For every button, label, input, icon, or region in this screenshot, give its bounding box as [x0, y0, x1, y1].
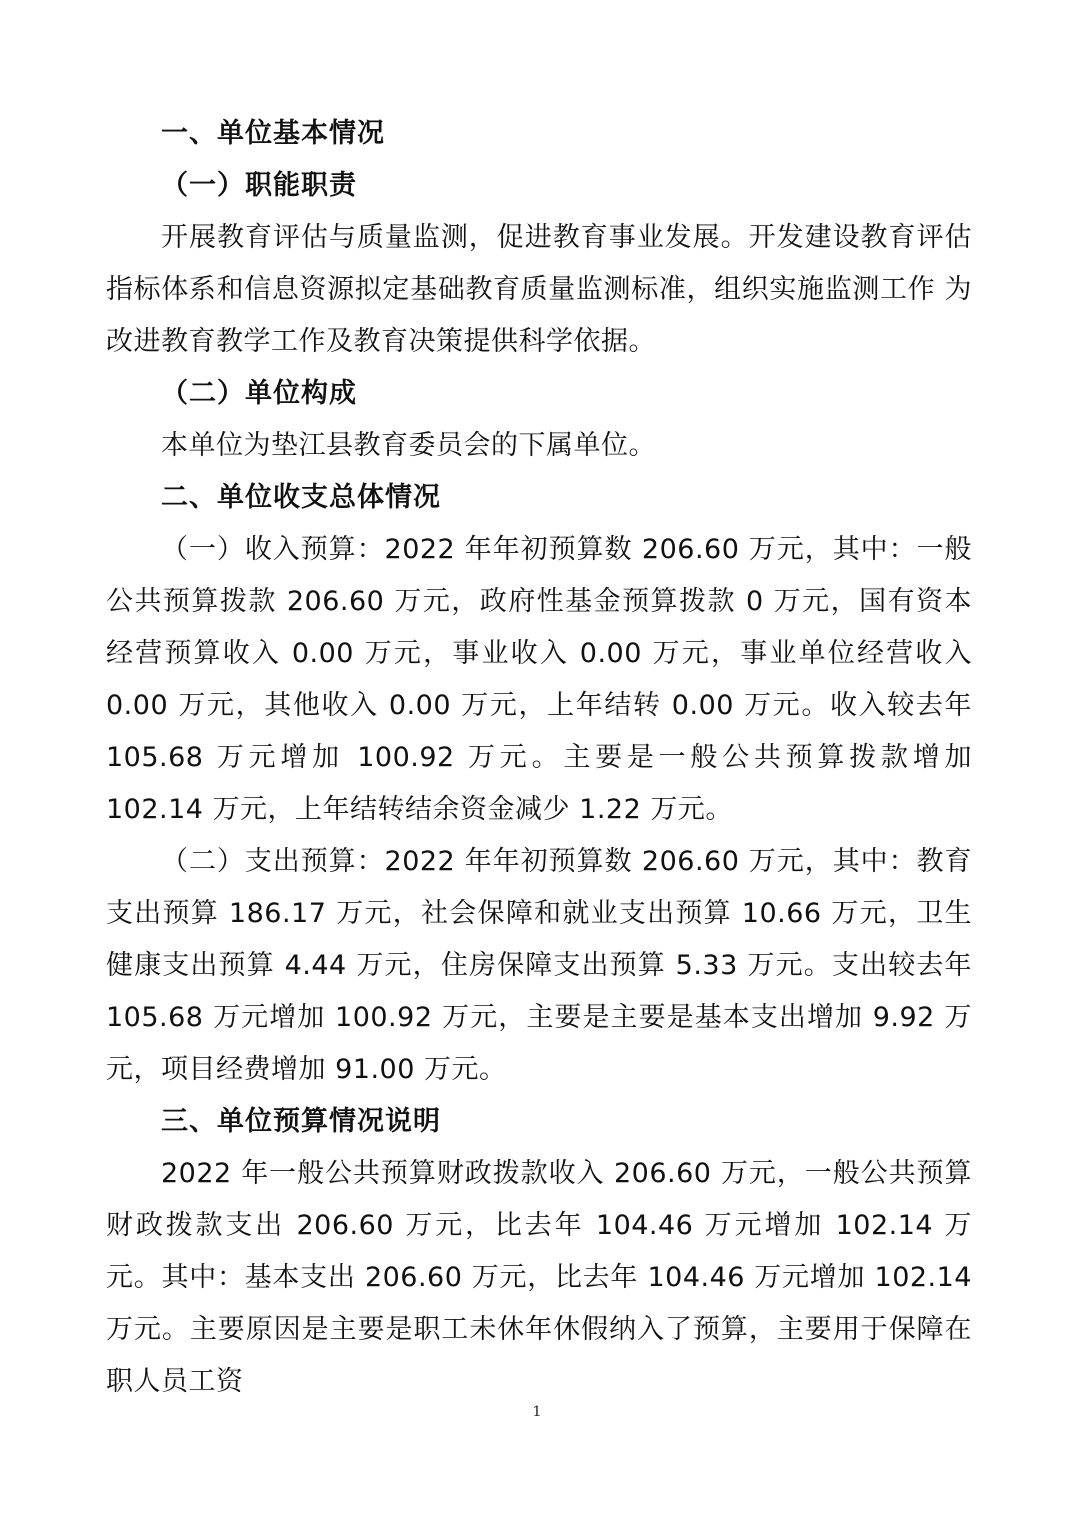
income-budget-paragraph: （一）收入预算：2022 年年初预算数 206.60 万元，其中：一般公共预算拨款 206.60 万元，政府性基金预算拨款 0 万元，国有资本经营预算收入 0.00 万元，事业收入 0.00 万元，事业单位经营收入 0.00 万元，其他收入 0.00 万元，上年结转 0.00 万元。收入较去年 105.68 万元增加 100.92 万元。主要是一般公共预算拨款增加 102.14 万元，上年结转结余资金减少 1.22 万元。: [106, 534, 972, 825]
section-1-sub2-heading: （二）单位构成: [161, 378, 357, 409]
section-1-sub2-paragraph: 本单位为垫江县教育委员会的下属单位。: [161, 430, 656, 461]
section-2-heading: 二、单位收支总体情况: [161, 482, 441, 513]
section-3-heading: 三、单位预算情况说明: [161, 1106, 441, 1137]
section-3-paragraph: 2022 年一般公共预算财政拨款收入 206.60 万元，一般公共预算财政拨款支出 206.60 万元，比去年 104.46 万元增加 102.14 万元。其中：基本支出 206.60 万元，比去年 104.46 万元增加 102.14 万元。主要原因是主要是职工未休年休假纳入了预算，主要用于保障在职人员工资: [106, 1158, 972, 1397]
section-1-sub1-paragraph: 开展教育评估与质量监测，促进教育事业发展。开发建设教育评估指标体系和信息资源拟定基础教育质量监测标准，组织实施监测工作 为改进教育教学工作及教育决策提供科学依据。: [106, 222, 972, 357]
page-number: 1: [532, 1404, 542, 1420]
section-1-sub1-heading: （一）职能职责: [161, 170, 357, 201]
expense-budget-paragraph: （二）支出预算：2022 年年初预算数 206.60 万元，其中：教育支出预算 186.17 万元，社会保障和就业支出预算 10.66 万元，卫生健康支出预算 4.44 万元，住房保障支出预算 5.33 万元。支出较去年 105.68 万元增加 100.92 万元，主要是主要是基本支出增加 9.92 万元，项目经费增加 91.00 万元。: [106, 846, 972, 1085]
document-body: [106, 108, 972, 1408]
section-1-heading: 一、单位基本情况: [161, 118, 385, 149]
